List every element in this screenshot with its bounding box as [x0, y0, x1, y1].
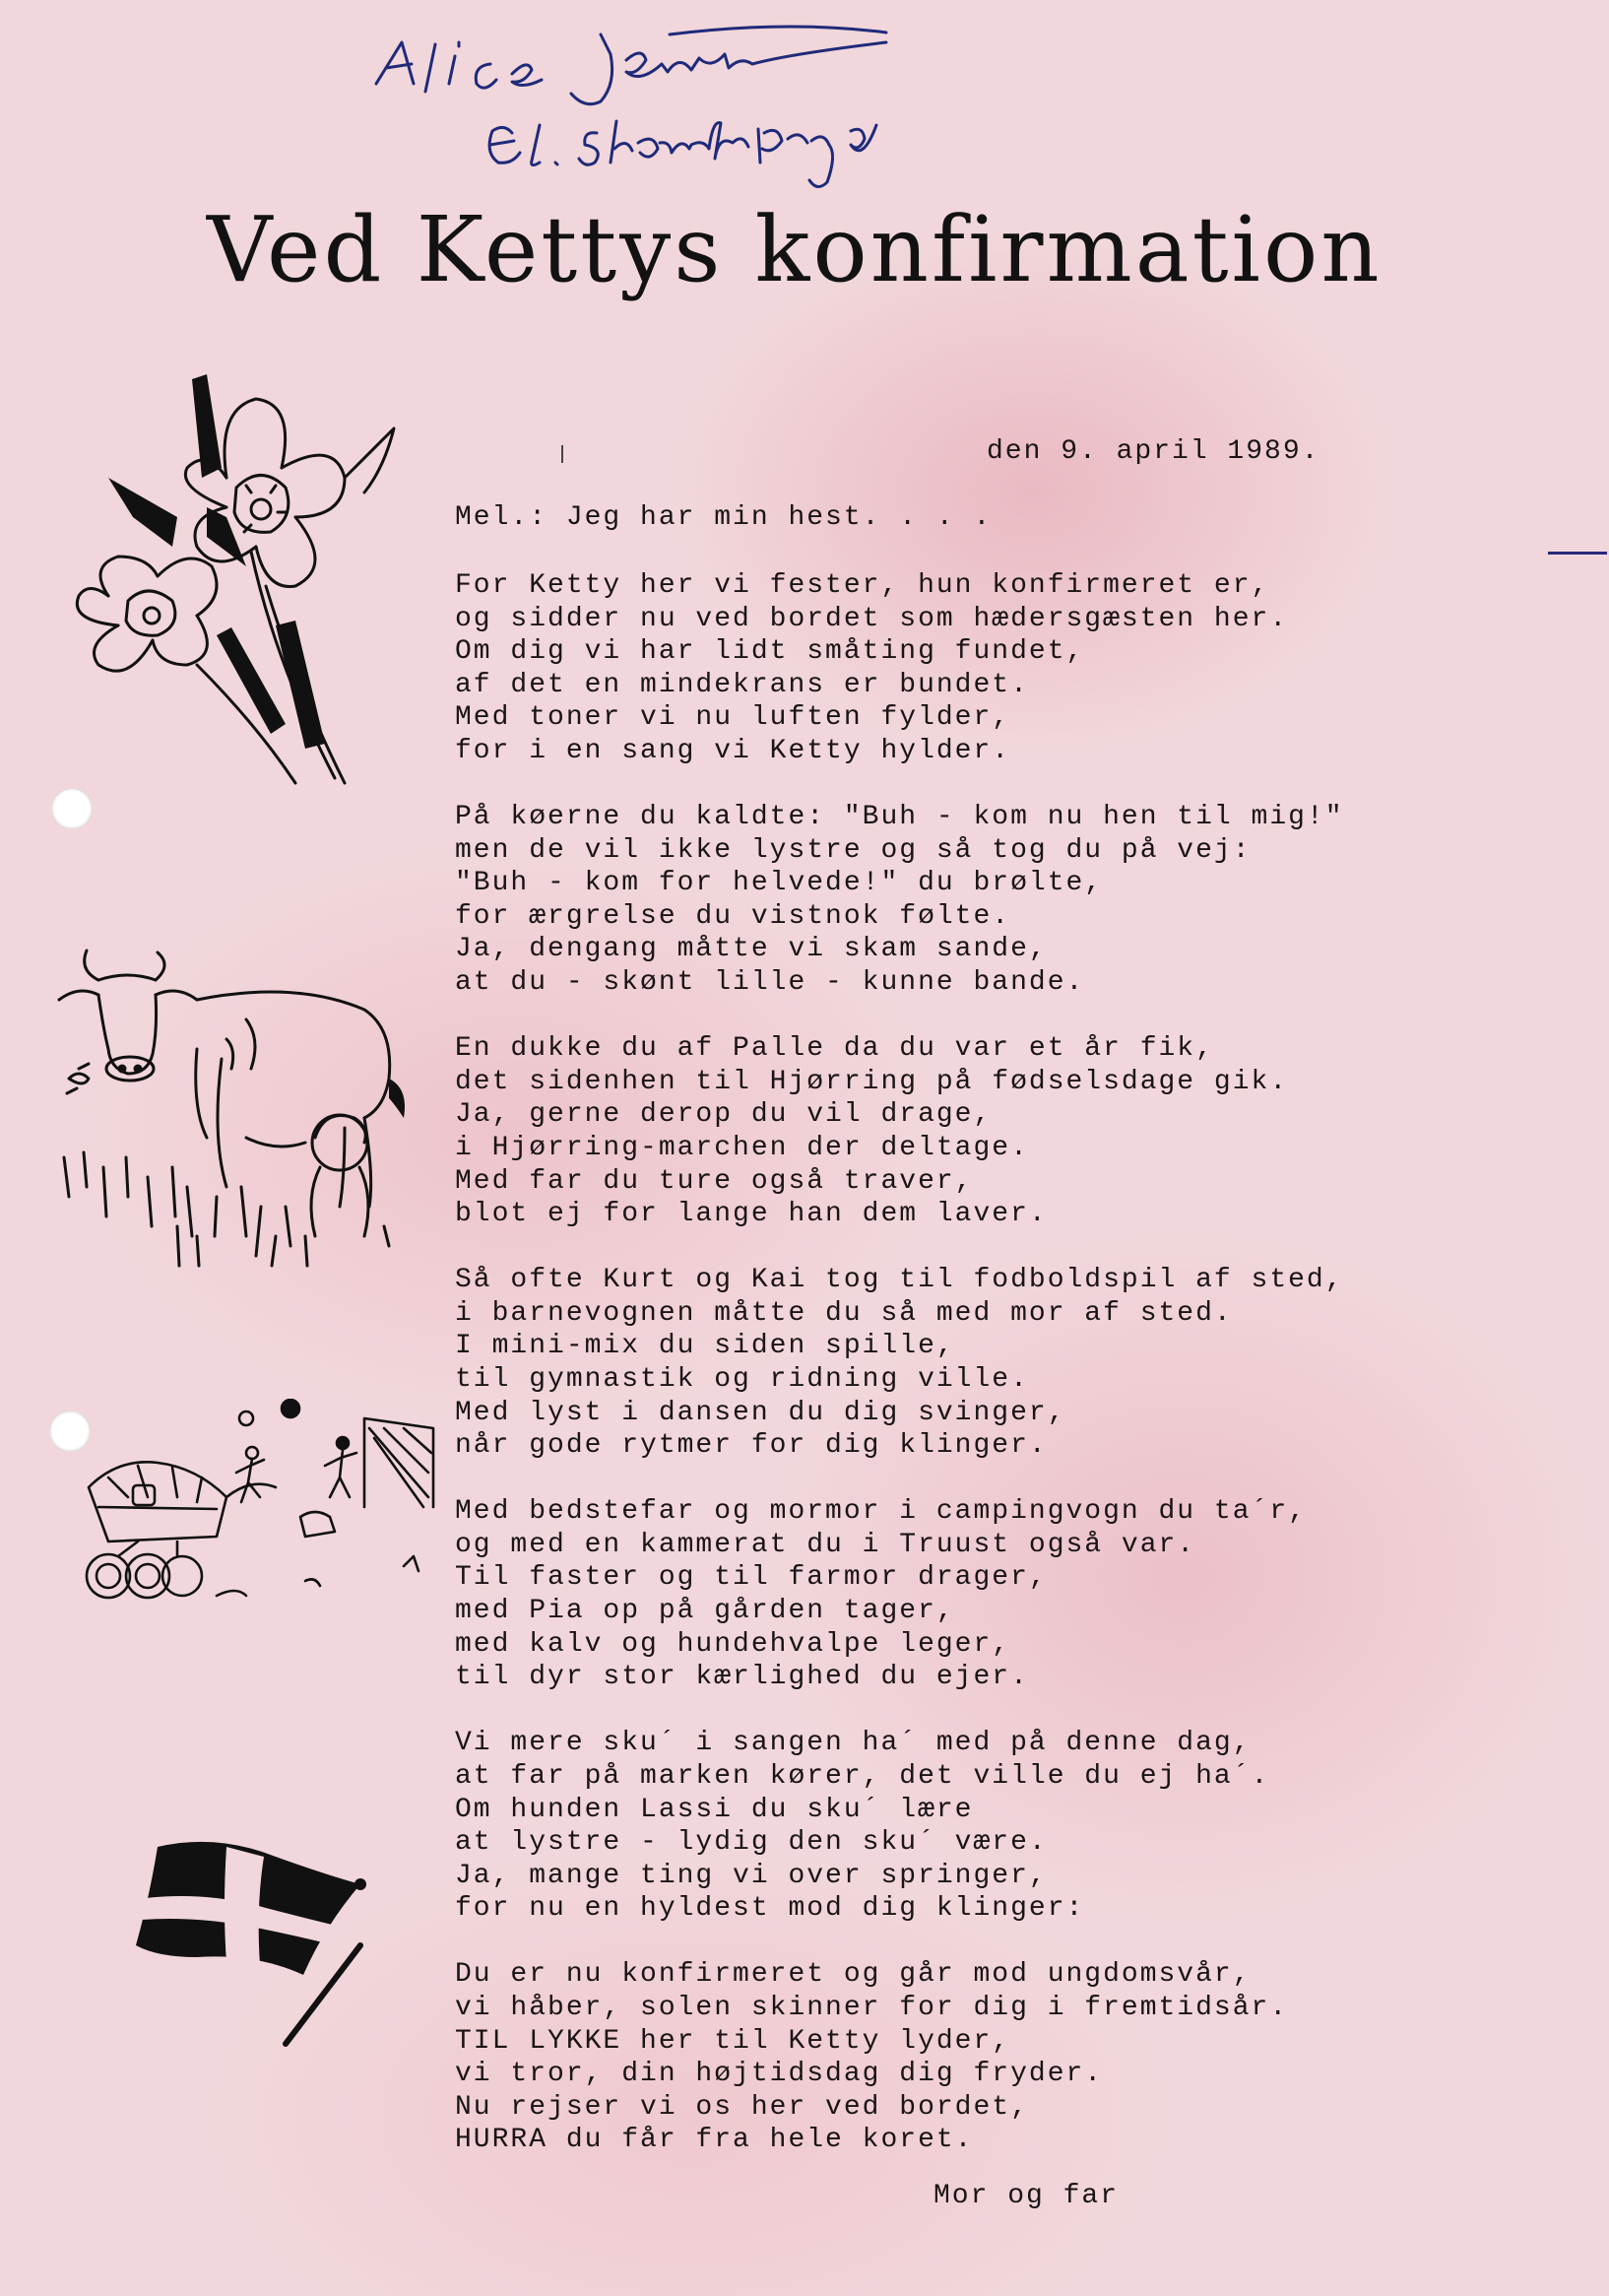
verse-line: Nu rejser vi os her ved bordet,	[455, 2091, 1029, 2123]
verse-line: Med lyst i dansen du dig svinger,	[455, 1397, 1066, 1428]
verse-line: TIL LYKKE her til Ketty lyder,	[455, 2025, 1011, 2057]
page-title: Ved Kettys konfirmation	[207, 197, 1383, 302]
verse-line: I mini-mix du siden spille,	[455, 1331, 955, 1362]
verse-line: Med bedstefar og mormor i campingvogn du ta´r,	[455, 1496, 1307, 1528]
verse-line: vi tror, din højtidsdag dig fryder.	[455, 2059, 1104, 2090]
stanza	[455, 1264, 1499, 1463]
verse-line: til gymnastik og ridning ville.	[455, 1363, 1029, 1395]
handwritten-note	[374, 15, 1221, 202]
verse-line: at far på marken kører, det ville du ej ha´.	[455, 1760, 1270, 1792]
verse-line: at lystre - lydig den sku´ være.	[455, 1827, 1048, 1859]
verse-line: men de vil ikke lystre og så tog du på vej:	[455, 834, 1252, 866]
stanza	[455, 1727, 1499, 1926]
verse-line: Ja, mange ting vi over springer,	[455, 1860, 1048, 1891]
verse-line: med Pia op på gården tager,	[455, 1596, 955, 1627]
verse-line: og sidder nu ved bordet som hædersgæsten her.	[455, 603, 1289, 634]
verse-line: når gode rytmer for dig klinger.	[455, 1430, 1048, 1462]
verse-line: "Buh - kom for helvede!" du brølte,	[455, 868, 1104, 899]
verse-line: og med en kammerat du i Truust også var.	[455, 1529, 1196, 1560]
verse-line: i Hjørring-marchen der deltage.	[455, 1132, 1029, 1163]
signature: Mor og far	[933, 2181, 1120, 2211]
verse-line: blot ej for lange han dem laver.	[455, 1199, 1048, 1230]
stanza	[455, 569, 1499, 768]
verse-line: Om dig vi har lidt småting fundet,	[455, 636, 1085, 668]
pen-mark	[561, 445, 563, 463]
stanza	[455, 1495, 1499, 1694]
verse-line: til dyr stor kærlighed du ejer.	[455, 1662, 1029, 1693]
stanza	[455, 1958, 1499, 2157]
verse-line: af det en mindekrans er bundet.	[455, 669, 1029, 700]
verse-line: med kalv og hundehvalpe leger,	[455, 1628, 1011, 1660]
verse-line: HURRA du får fra hele koret.	[455, 2125, 974, 2156]
song-text	[455, 569, 1499, 2190]
stanza	[455, 801, 1499, 1000]
verse-line: for ærgrelse du vistnok følte.	[455, 900, 1011, 932]
verse-line: For Ketty her vi fester, hun konfirmeret er,	[455, 570, 1270, 601]
melody-line: Mel.: Jeg har min hest. . . .	[455, 502, 993, 533]
verse-line: Så ofte Kurt og Kai tog til fodboldspil af sted,	[455, 1265, 1344, 1296]
verse-line: at du - skønt lille - kunne bande.	[455, 967, 1085, 999]
punch-hole	[51, 788, 93, 829]
verse-line: i barnevognen måtte du så med mor af sted.	[455, 1297, 1233, 1329]
verse-line: En dukke du af Palle da du var et år fik,	[455, 1033, 1214, 1065]
verse-line: Med toner vi nu luften fylder,	[455, 702, 1011, 734]
verse-line: På køerne du kaldte: "Buh - kom nu hen til mig!"	[455, 802, 1344, 833]
verse-line: for i en sang vi Ketty hylder.	[455, 735, 1011, 766]
verse-line: Ja, dengang måtte vi skam sande,	[455, 934, 1048, 965]
verse-line: Om hunden Lassi du sku´ lære	[455, 1794, 974, 1825]
danish-flag-illustration	[128, 1837, 374, 2054]
verse-line: det sidenhen til Hjørring på fødselsdage gik.	[455, 1066, 1289, 1097]
verse-line: Ja, gerne derop du vil drage,	[455, 1099, 993, 1131]
verse-line: for nu en hyldest mod dig klinger:	[455, 1893, 1085, 1925]
verse-line: Med far du ture også traver,	[455, 1165, 974, 1197]
cow-illustration	[49, 941, 423, 1276]
pram-football-illustration	[79, 1399, 443, 1625]
daffodil-illustration	[49, 369, 414, 793]
verse-line: Du er nu konfirmeret og går mod ungdomsvår,	[455, 1959, 1252, 1991]
date-line: den 9. april 1989.	[987, 436, 1320, 467]
verse-line: vi håber, solen skinner for dig i fremtidsår.	[455, 1992, 1289, 2023]
stanza	[455, 1032, 1499, 1231]
verse-line: Til faster og til farmor drager,	[455, 1562, 1048, 1594]
verse-line: Vi mere sku´ i sangen ha´ med på denne dag,	[455, 1728, 1252, 1759]
pen-mark	[1548, 552, 1607, 555]
